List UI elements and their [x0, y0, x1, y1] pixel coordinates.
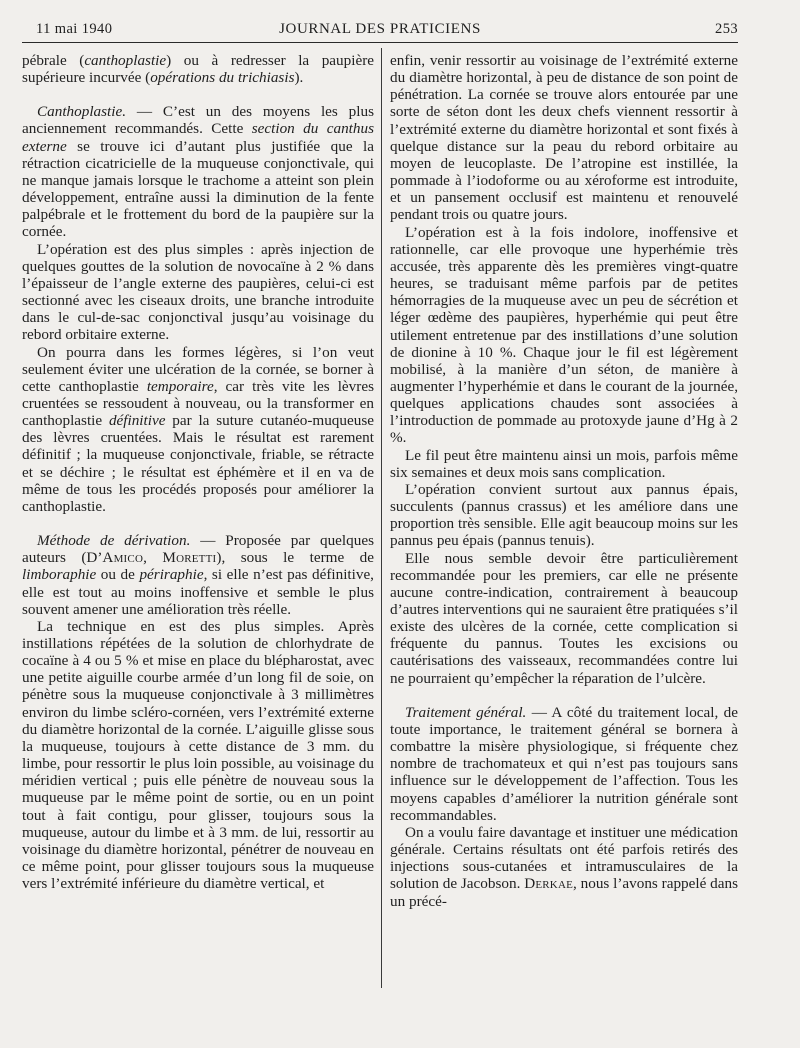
left-column	[22, 52, 374, 892]
paragraph-traitement-general: Traitement général. — A côté du traitement local, de toute importance, le traitement général se bornera à combattre la misère physiologique, si fréquente chez nombre de trachomateux et qui n’est pas toujours sans influence sur le développement de l’affection. Tous les moyens capables d’améliorer la nutrition générale sont recommandables.	[390, 703, 738, 824]
paragraph-methode-derivation: Méthode de dérivation. — Proposée par quelques auteurs (D’Amico, Moretti), sous le terme de limboraphie ou de périraphie, si elle n’est pas définitive, elle est tout au moins inoffensive et semble le plus souvent amener une amélioration très réelle.	[22, 532, 374, 618]
paragraph-medication: On a voulu faire davantage et instituer une médication générale. Certains résultats ont été parfois retirés des injections sous-cutanées et intramusculaires de la solution de Jacobson. Derkae, nous l’avons rappelé dans un précé-	[390, 823, 738, 910]
paragraph-pannus: L’opération convient surtout aux pannus épais, succulents (pannus crassus) et les améliore dans une proportion très sensible. Elle agit beaucoup moins sur les pannus peu épais (pannus tenuis).	[390, 480, 738, 550]
paragraph-continuation-right: enfin, venir ressortir au voisinage de l’extrémité externe du diamètre horizontal, à peu de distance de son point de pénétration. La cornée se trouve alors entourée par une sorte de séton dont les deux chefs viennent ressortir à l’extrémité externe du diamètre horizontal et sont fixés à quelque distance sur la peau du rebord orbitaire au moyen de leucoplaste. De l’atropine est instillée, la pommade à l’iodoforme ou au xéroforme est introduite, et un pansement occlusif est maintenu et renouvelé pendant trois ou quatre jours.	[390, 52, 738, 224]
paragraph-fil: Le fil peut être maintenu ainsi un mois, parfois même six semaines et deux mois sans complication.	[390, 446, 738, 481]
section-heading-derivation: Méthode de dérivation.	[37, 532, 191, 550]
paragraph-indolore: L’opération est à la fois indolore, inoffensive et rationnelle, car elle provoque une hyperhémie très accusée, très apparente dès les premières vingt-quatre heures, se traduisant même parfois par de petites hémorragies de la muqueuse avec un peu de sécrétion et léger œdème des paupières, hyperhémie qui peut être utilement entretenue par des instillations d’une solution de dionine à 10 %. Chaque jour le fil est légèrement mobilisé, à la manière d’un séton, de manière à augmenter l’hyperhémie et dans le courant de la journée, quelques applications chaudes sont associées à l’introduction de pommade au protoxyde jaune d’Hg à 2 %.	[390, 223, 738, 447]
paragraph-operation: L’opération est des plus simples : après injection de quelques gouttes de la solution de novocaïne à 2 % dans l’épaisseur de l’angle externe des paupières, celui-ci est sectionné avec les ciseaux droits, une branche introduite dans le cul-de-sac conjonctival jusqu’au voisinage du rebord orbitaire externe.	[22, 240, 374, 344]
paragraph-canthoplastie: Canthoplastie. — C’est un des moyens les plus anciennement recommandés. Cette section du canthus externe se trouve ici d’autant plus justifiée que la rétraction cicatricielle de la muqueuse conjonctivale, qui ne manque jamais lorsque le trachome a atteint son plein développement, entraîne aussi la diminution de la fente palpébrale et le frottement du bord de la paupière sur la cornée.	[22, 103, 374, 241]
paragraph-formes-legeres: On pourra dans les formes légères, si l’on veut seulement éviter une ulcération de la cornée, se borner à cette canthoplastie temporaire, car très vite les lèvres cruentées se ressoudent à nouveau, ou la transformer en canthoplastie définitive par la suture cutanéo-muqueuse des lèvres cruentées. Mais le résultat est rarement définitif ; la muqueuse conjonctivale, friable, se rétracte et se déchire ; le résultat est éphémère et il en va de même de tous les procédés proposés pour améliorer la canthoplastie.	[22, 343, 374, 515]
paragraph-recommandee: Elle nous semble devoir être particulièrement recommandée pour les premiers, car elle ne présente aucune contre-indication, contrairement à beaucoup d’autres interventions qui ne sauraient être pratiquées s’il existe des ulcères de la cornée, cette complication si fréquente du pannus. Toutes les excisions ou cautérisations des vaisseaux, recommandées contre lui ne pourraient qu’empêcher la réparation de l’ulcère.	[390, 549, 738, 687]
page-number: 253	[715, 21, 738, 37]
paragraph-technique: La technique en est des plus simples. Après instillations répétées de la solution de chlorhydrate de cocaïne à 4 ou 5 % et mise en place du blépharostat, avec une petite aiguille courbe armée d’un long fil de soie, on pénètre sous la muqueuse conjonctivale à 3 millimètres environ du limbe scléro-cornéen, vers l’extrémité externe du diamètre horizontal de la cornée. L’aiguille glisse sous la muqueuse, toujours à cette distance de 3 mm. du limbe, pour ressortir le plus loin possible, au voisinage du méridien vertical ; puis elle pénètre de nouveau sous la muqueuse par le même point de sortie, ou en un point tout à fait contigu, pour glisser, toujours sous la muqueuse, autour du limbe et à 3 mm. de lui, ressortir au voisinage du diamètre horizontal, pénétrer de nouveau en ce même point, pour glisser toujours sous la muqueuse vers l’extrémité inférieure du diamètre vertical, et	[22, 617, 374, 893]
section-heading-traitement-general: Traitement général.	[405, 703, 527, 721]
running-header	[22, 19, 738, 41]
journal-title: JOURNAL DES PRATICIENS	[279, 21, 481, 37]
right-column	[390, 52, 738, 910]
issue-date: 11 mai 1940	[36, 21, 113, 37]
paragraph-continuation: pébrale (canthoplastie) ou à redresser la paupière supérieure incurvée (opérations du trichiasis).	[22, 52, 374, 87]
column-divider	[381, 48, 382, 988]
section-heading-canthoplastie: Canthoplastie.	[37, 103, 127, 121]
header-rule	[22, 42, 738, 43]
